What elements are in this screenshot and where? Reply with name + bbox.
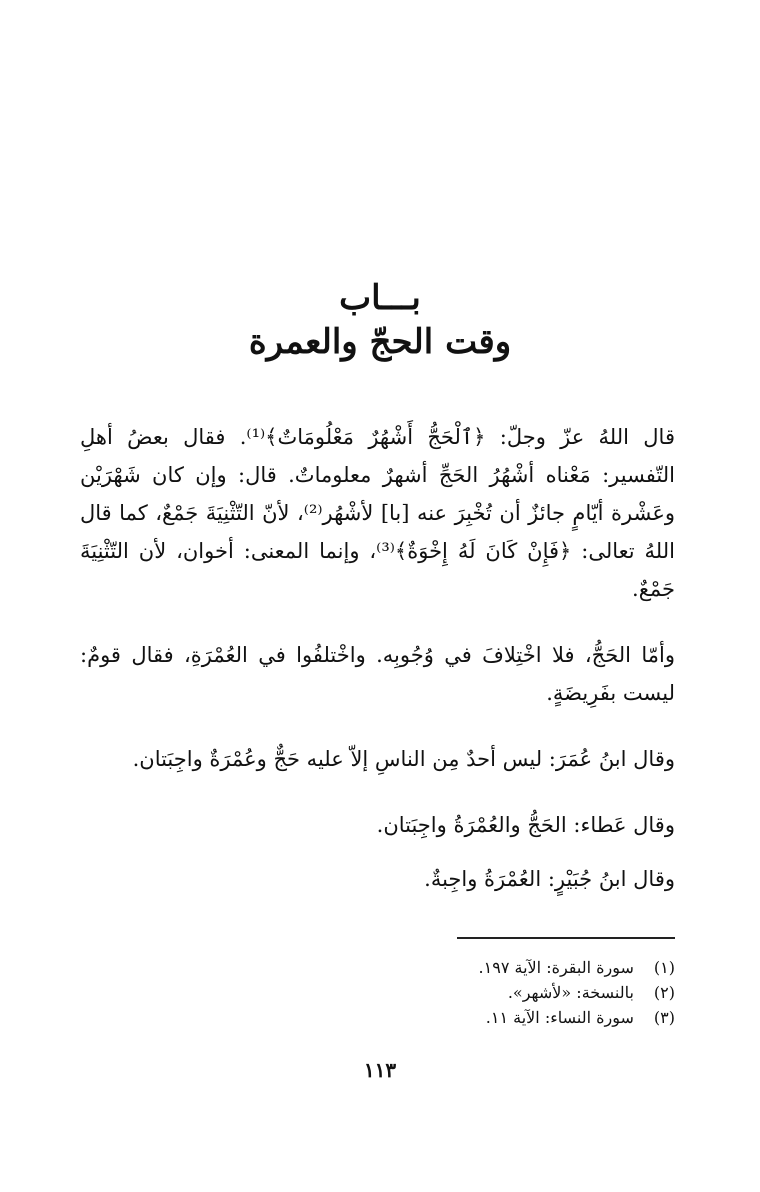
footnote: [80, 955, 675, 980]
paragraph-definition: [80, 418, 675, 608]
paragraph-ibn-jubayr: [80, 860, 675, 898]
footnote-divider: [457, 937, 675, 939]
footnote-text: سورة النساء: الآية ١١.: [485, 1008, 634, 1027]
chapter-title: وقت الحجّ والعمرة: [248, 322, 512, 362]
page-number: ١١٣: [363, 1058, 397, 1082]
footnote-number: (٢): [653, 983, 675, 1002]
footnote-number: (٣): [653, 1008, 675, 1027]
footnote-text: سورة البقرة: الآية ١٩٧.: [478, 958, 634, 977]
footnote-number: (١): [653, 958, 675, 977]
paragraph-ata: [80, 806, 675, 844]
paragraph-text: وقال ابنُ عُمَرَ: ليس أحدٌ مِن الناسِ إلاّ عليه حَجٌّ وعُمْرَةٌ واجِبَتان.: [132, 747, 675, 771]
paragraph-text: وأمّا الحَجُّ، فلا اخْتِلافَ في وُجُوبِه. واخْتلفُوا في العُمْرَةِ، فقال قومٌ: ليست بفَرِيضَةٍ.: [80, 643, 675, 705]
paragraph-text: وقال ابنُ جُبَيْرٍ: العُمْرَةُ واجِبةٌ.: [424, 867, 675, 891]
chapter-label: بـــاب: [339, 278, 421, 318]
paragraph-ibn-umar: [80, 740, 675, 778]
paragraph-obligation: [80, 636, 675, 712]
footnote: [80, 1005, 675, 1030]
footnote-text: بالنسخة: «لأشهر».: [507, 983, 634, 1002]
footnote: [80, 980, 675, 1005]
paragraph-text: قال اللهُ عزّ وجلّ: ﴿ٱلْحَجُّ أَشْهُرٌ مَعْلُومَاتٌ﴾⁽¹⁾. فقال بعضُ أهلِ التّفسير: مَعْناه أشْهُرُ الحَجِّ أشهرٌ معلوماتٌ. قال: وإن كان شَهْرَيْن وعَشْرة أيّامٍ جائزٌ أن تُخْبِرَ عنه [با] لأشْهُر⁽²⁾، لأنّ التّثْنِيَةَ جَمْعٌ، كما قال اللهُ تعالى: ﴿فَإِنْ كَانَ لَهُ إِخْوَةٌ﴾⁽³⁾، وإنما المعنى: أخوان، لأن التّثْنِيَةَ جَمْعٌ.: [80, 425, 676, 601]
paragraph-text: وقال عَطاء: الحَجُّ والعُمْرَةُ واجِبَتان.: [376, 813, 675, 837]
footnotes: [80, 955, 675, 1030]
